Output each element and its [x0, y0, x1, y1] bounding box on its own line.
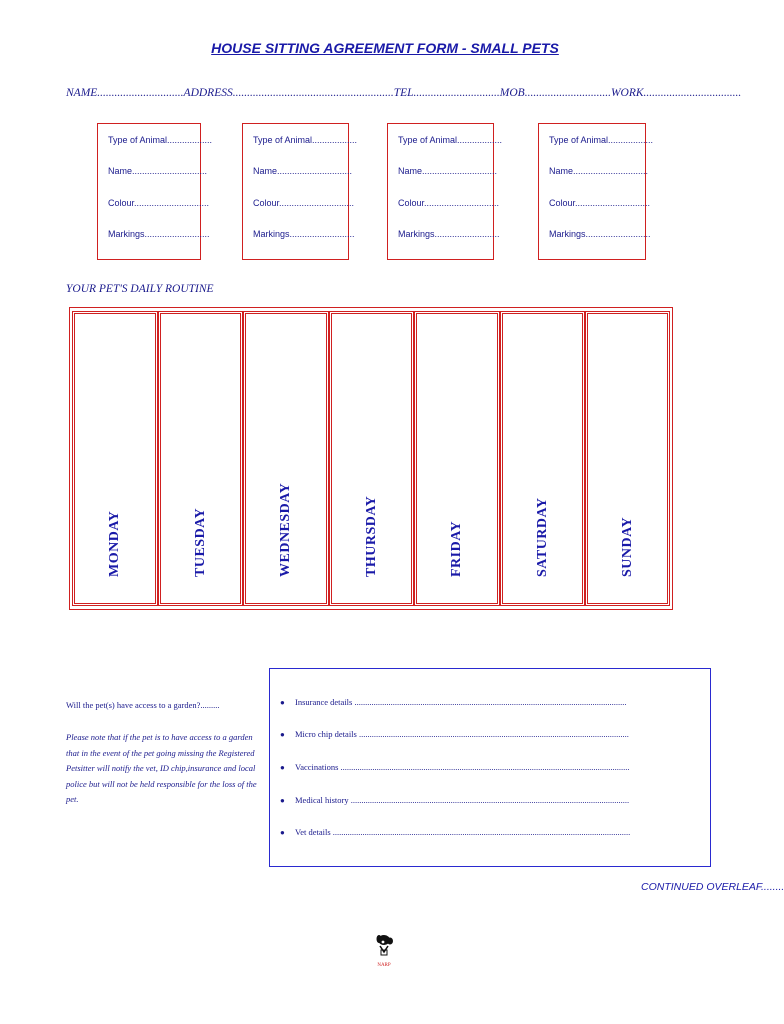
day-column-friday[interactable]	[414, 311, 500, 606]
pet-colour-field[interactable]: Colour..............................	[549, 198, 651, 208]
narp-logo-icon	[370, 930, 398, 970]
pet-colour-field[interactable]: Colour..............................	[108, 198, 210, 208]
svg-text:NARP: NARP	[377, 963, 391, 968]
pet-type-field[interactable]: Type of Animal..................	[549, 135, 654, 145]
pet-card-1	[97, 123, 213, 260]
microchip-details-field[interactable]: ● Micro chip details ...............................................................................................................................	[280, 729, 629, 739]
day-label: SUNDAY	[619, 516, 635, 577]
insurance-details-field[interactable]: ● Insurance details ................................................................................................................................	[280, 697, 627, 707]
pet-card-2	[242, 123, 358, 260]
pet-markings-field[interactable]: Markings..........................	[108, 229, 210, 239]
pet-type-field[interactable]: Type of Animal..................	[398, 135, 503, 145]
pet-colour-field[interactable]: Colour..............................	[253, 198, 355, 208]
pet-type-field[interactable]: Type of Animal..................	[108, 135, 213, 145]
day-label: SATURDAY	[534, 497, 550, 577]
garden-disclaimer-note: Please note that if the pet is to have access to a garden that in the event of the pet going missing the Registered Petsitter will notify the vet, ID chip,insurance and local police but will not be held responsible for the loss of the pet.	[66, 732, 257, 804]
bullet-icon: ●	[280, 763, 285, 772]
pet-card-4	[538, 123, 654, 260]
day-label: TUESDAY	[192, 507, 208, 577]
day-label: FRIDAY	[449, 520, 464, 577]
pet-colour-field[interactable]: Colour..............................	[398, 198, 500, 208]
bullet-icon: ●	[280, 730, 285, 739]
contact-details-line[interactable]: NAME..............................ADDRESS........................................................TEL..............................MOB..............................WORK..................................	[66, 87, 742, 99]
pet-name-field[interactable]: Name..............................	[108, 166, 208, 176]
pet-details-box	[269, 668, 711, 867]
bullet-icon: ●	[280, 828, 285, 837]
pet-card-3	[387, 123, 503, 260]
vet-details-field[interactable]: ● Vet details ............................................................................................................................................	[280, 827, 631, 837]
day-label: MONDAY	[107, 510, 122, 577]
vaccinations-field[interactable]: ● Vaccinations ........................................................................................................................................	[280, 762, 630, 772]
day-label: WEDNESDAY	[278, 482, 293, 577]
continued-overleaf-note: CONTINUED OVERLEAF........	[641, 881, 784, 893]
pet-name-field[interactable]: Name..............................	[398, 166, 498, 176]
day-column-tuesday[interactable]	[158, 311, 243, 606]
daily-routine-heading: YOUR PET'S DAILY ROUTINE	[66, 283, 214, 295]
garden-access-question[interactable]: Will the pet(s) have access to a garden?.........	[66, 700, 220, 710]
medical-history-field[interactable]: ● Medical history ...................................................................................................................................	[280, 795, 630, 805]
pet-markings-field[interactable]: Markings..........................	[549, 229, 651, 239]
day-column-thursday[interactable]	[329, 311, 414, 606]
bullet-icon: ●	[280, 796, 285, 805]
day-column-wednesday[interactable]	[243, 311, 329, 606]
pet-name-field[interactable]: Name..............................	[549, 166, 649, 176]
day-label: THURSDAY	[363, 495, 379, 577]
pet-markings-field[interactable]: Markings..........................	[253, 229, 355, 239]
day-column-saturday[interactable]	[500, 311, 585, 606]
pet-name-field[interactable]: Name..............................	[253, 166, 353, 176]
day-column-monday[interactable]	[72, 311, 158, 606]
bullet-icon: ●	[280, 698, 285, 707]
pet-markings-field[interactable]: Markings..........................	[398, 229, 500, 239]
pet-type-field[interactable]: Type of Animal..................	[253, 135, 358, 145]
form-title: HOUSE SITTING AGREEMENT FORM - SMALL PETS	[211, 40, 559, 56]
day-column-sunday[interactable]	[585, 311, 670, 606]
